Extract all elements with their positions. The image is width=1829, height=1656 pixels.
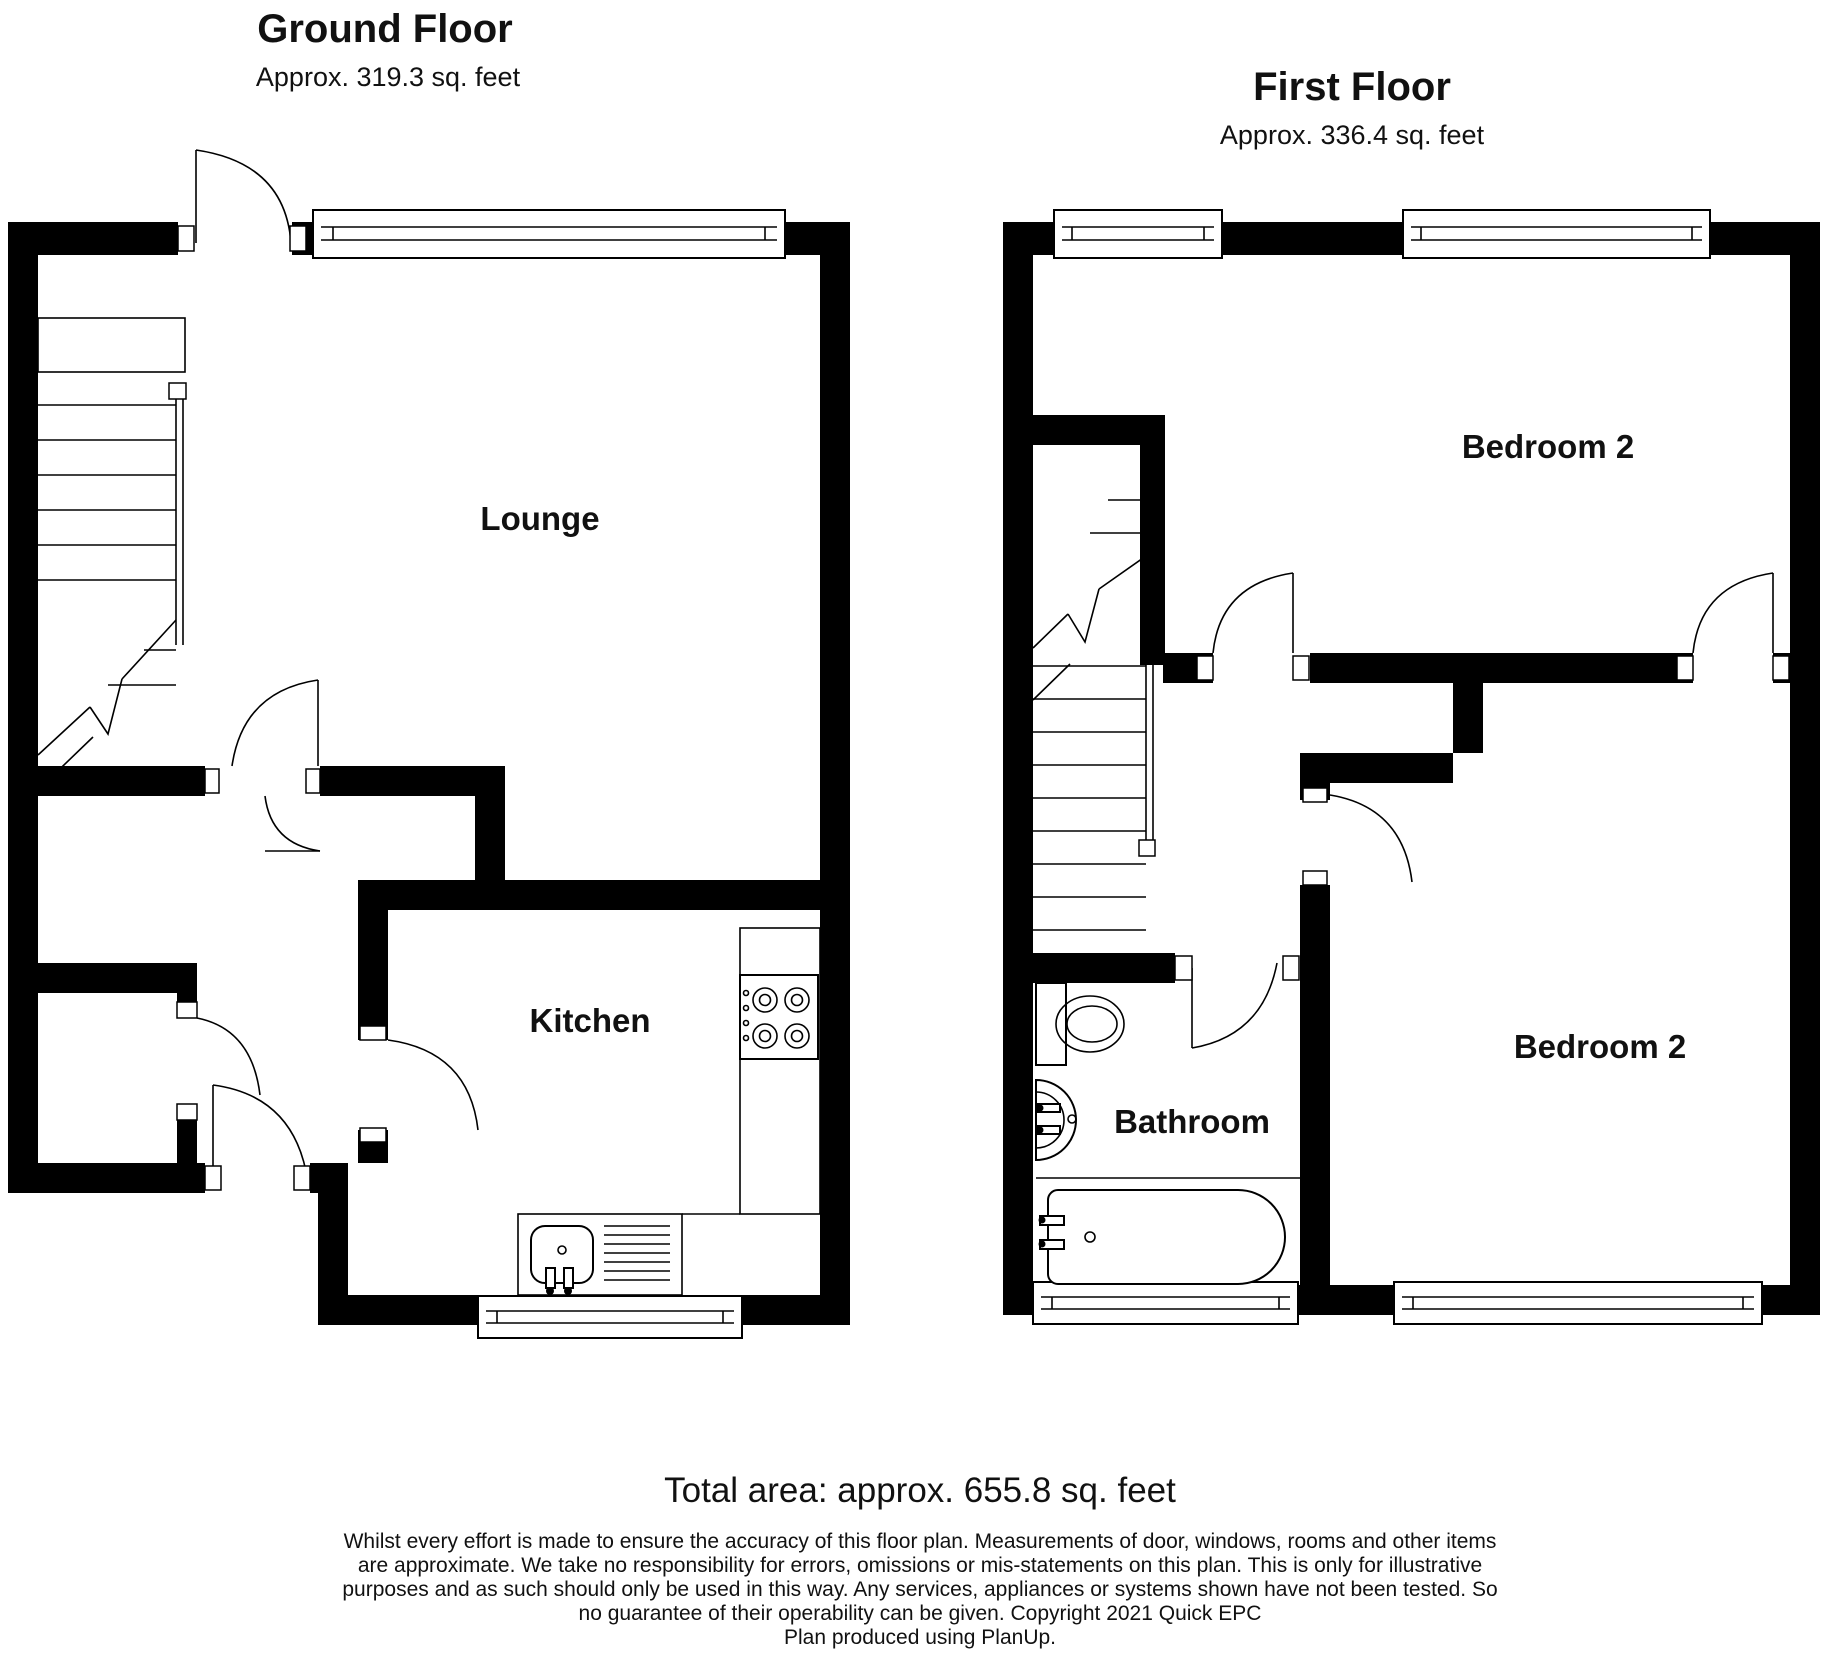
bathroom-label: Bathroom (1114, 1103, 1270, 1140)
first-floor-area: Approx. 336.4 sq. feet (1219, 120, 1485, 150)
footer (342, 1471, 1497, 1649)
bedroom-top-window-left (1054, 210, 1222, 258)
bedroom-bottom-window (1394, 1282, 1762, 1324)
ground-floor-area: Approx. 319.3 sq. feet (255, 62, 521, 92)
lounge-label: Lounge (480, 500, 600, 537)
ground-floor-stairs (38, 318, 186, 790)
first-floor-walls (1003, 222, 1820, 1315)
bedroom-top-second-door (1693, 573, 1773, 653)
sink-fixture (518, 1214, 740, 1295)
bathroom-door (1192, 963, 1277, 1048)
ground-floor-title: Ground Floor (257, 7, 513, 51)
front-door (196, 150, 291, 243)
disclaimer-line-2: are approximate. We take no responsibility for errors, omissions or mis-statements on this plan. This is only for illustrative (357, 1554, 1483, 1577)
ground-floor-walls (8, 222, 850, 1325)
first-floor-plan (1003, 65, 1820, 1324)
kitchen-door (388, 1040, 478, 1130)
kitchen-label: Kitchen (529, 1002, 651, 1039)
disclaimer-line-4: no guarantee of their operability can be given. Copyright 2021 Quick EPC (578, 1602, 1262, 1625)
bathroom-window (1033, 1282, 1298, 1324)
hob-fixture (740, 928, 820, 1214)
total-area-text: Total area: approx. 655.8 sq. feet (664, 1471, 1176, 1510)
basin-fixture (1036, 1080, 1076, 1160)
bedroom-bottom-label: Bedroom 2 (1513, 1028, 1687, 1065)
ground-floor-plan (8, 7, 850, 1338)
bedroom-top-window-right (1403, 210, 1710, 258)
bath-fixture (1039, 1190, 1286, 1284)
disclaimer-line-1: Whilst every effort is made to ensure the accuracy of this floor plan. Measurements of door, windows, rooms and other items (343, 1530, 1497, 1553)
first-floor-stairs (1033, 500, 1155, 930)
disclaimer-line-3: purposes and as such should only be used in this way. Any services, appliances or systems shown have not been tested. So (342, 1578, 1498, 1601)
bedroom-bottom-door (1330, 795, 1412, 882)
bedroom-top-door (1213, 573, 1293, 653)
lounge-door (232, 680, 318, 766)
kitchen-window (478, 1296, 742, 1338)
first-floor-title: First Floor (1253, 65, 1451, 109)
produced-by-line: Plan produced using PlanUp. (783, 1626, 1057, 1649)
ground-floor-door-jambs (177, 226, 386, 1190)
hall-inner-door (265, 796, 320, 851)
store-room-door (197, 1018, 260, 1095)
ground-floor-front-window (313, 210, 785, 258)
toilet-fixture (1036, 983, 1124, 1065)
bedroom-top-label: Bedroom 2 (1461, 428, 1635, 465)
